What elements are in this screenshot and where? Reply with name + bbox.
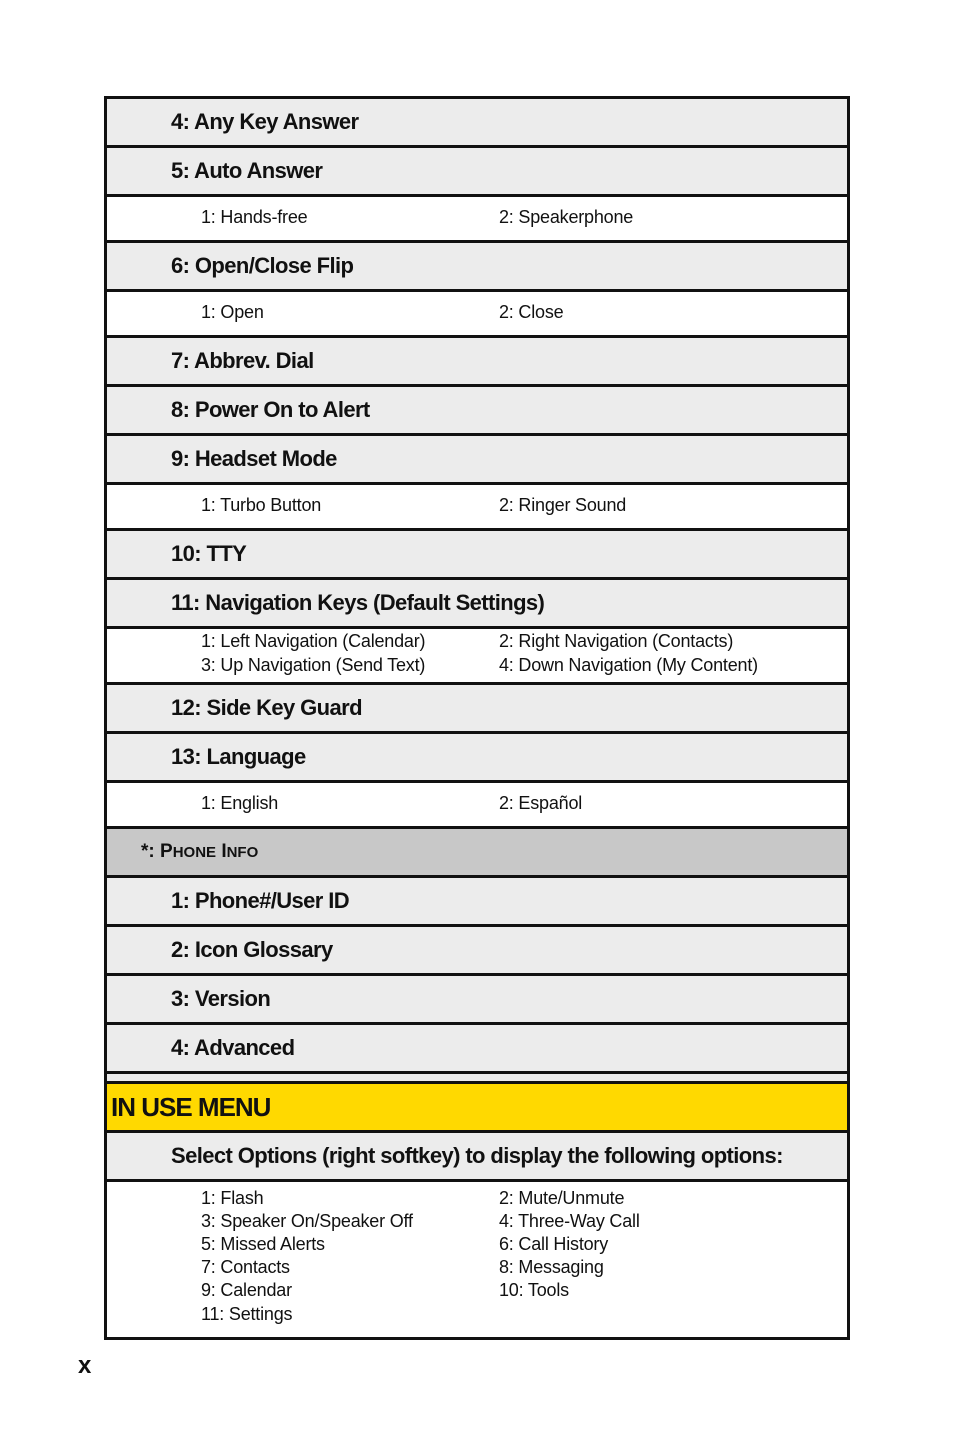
options-row-headset (107, 485, 847, 531)
instruction-text: Select Options (right softkey) to display the following options: (171, 1143, 783, 1168)
options-row-flip (107, 292, 847, 338)
banner-title: IN USE MENU (111, 1091, 271, 1122)
option-left-navigation: 1: Left Navigation (Calendar) (201, 631, 426, 651)
row-label: 6: Open/Close Flip (171, 253, 354, 278)
menu-row-tty (107, 531, 847, 580)
option-espanol: 2: Español (499, 793, 583, 813)
option-english: 1: English (201, 793, 279, 813)
row-label: 13: Language (171, 744, 306, 769)
in-use-option: 1: Flash (201, 1188, 264, 1208)
row-label: 5: Auto Answer (171, 158, 323, 183)
section-phone-info (107, 829, 847, 878)
row-label: 1: Phone#/User ID (171, 888, 350, 913)
in-use-option: 5: Missed Alerts (201, 1234, 325, 1254)
option-ringer-sound: 2: Ringer Sound (499, 495, 627, 515)
option-open: 1: Open (201, 302, 264, 322)
menu-row-language (107, 734, 847, 783)
page-number: x (78, 1352, 92, 1379)
menu-row-abbrev-dial (107, 338, 847, 387)
row-label: 8: Power On to Alert (171, 397, 370, 422)
in-use-option: 4: Three-Way Call (499, 1211, 640, 1231)
in-use-option: 3: Speaker On/Speaker Off (201, 1211, 413, 1231)
row-label: 10: TTY (171, 541, 247, 566)
row-label: 7: Abbrev. Dial (171, 348, 314, 373)
section-prefix: *: (141, 841, 160, 862)
menu-row-icon-glossary (107, 927, 847, 976)
in-use-option: 9: Calendar (201, 1280, 292, 1300)
option-right-navigation: 2: Right Navigation (Contacts) (499, 631, 734, 651)
settings-menu-table (104, 96, 850, 1340)
menu-row-auto-answer (107, 148, 847, 197)
table-spacer (107, 1074, 847, 1084)
option-hands-free: 1: Hands-free (201, 207, 308, 227)
menu-row-headset-mode (107, 436, 847, 485)
row-label: 3: Version (171, 986, 271, 1011)
option-turbo-button: 1: Turbo Button (201, 495, 322, 515)
in-use-option: 8: Messaging (499, 1257, 604, 1277)
menu-row-side-key-guard (107, 685, 847, 734)
section-letters: HONE (172, 844, 217, 861)
menu-row-power-on-alert (107, 387, 847, 436)
options-row-navigation (107, 629, 847, 685)
option-speakerphone: 2: Speakerphone (499, 207, 634, 227)
row-label: 4: Advanced (171, 1035, 295, 1060)
in-use-option: 10: Tools (499, 1280, 569, 1300)
option-close: 2: Close (499, 302, 564, 322)
menu-row-any-key-answer (107, 99, 847, 148)
menu-row-instruction (107, 1133, 847, 1182)
options-row-language (107, 783, 847, 829)
section-label (141, 841, 258, 863)
row-label: 2: Icon Glossary (171, 937, 333, 962)
option-up-navigation: 3: Up Navigation (Send Text) (201, 655, 426, 675)
row-label: 9: Headset Mode (171, 446, 337, 471)
options-row-auto-answer (107, 197, 847, 243)
in-use-option: 11: Settings (201, 1304, 293, 1324)
option-down-navigation: 4: Down Navigation (My Content) (499, 655, 758, 675)
menu-row-advanced (107, 1025, 847, 1074)
menu-row-version (107, 976, 847, 1025)
menu-row-phone-user-id (107, 878, 847, 927)
section-letter: P (160, 841, 173, 862)
in-use-option: 6: Call History (499, 1234, 609, 1254)
row-label: 11: Navigation Keys (Default Settings) (171, 590, 545, 615)
in-use-menu-banner (107, 1084, 847, 1133)
in-use-option: 7: Contacts (201, 1257, 290, 1277)
in-use-option: 2: Mute/Unmute (499, 1188, 625, 1208)
menu-row-open-close-flip (107, 243, 847, 292)
menu-row-navigation-keys (107, 580, 847, 629)
section-letters: NFO (226, 844, 259, 861)
section-letter: I (221, 841, 227, 862)
options-row-in-use (107, 1182, 847, 1337)
row-label: 4: Any Key Answer (171, 109, 359, 134)
row-label: 12: Side Key Guard (171, 695, 362, 720)
